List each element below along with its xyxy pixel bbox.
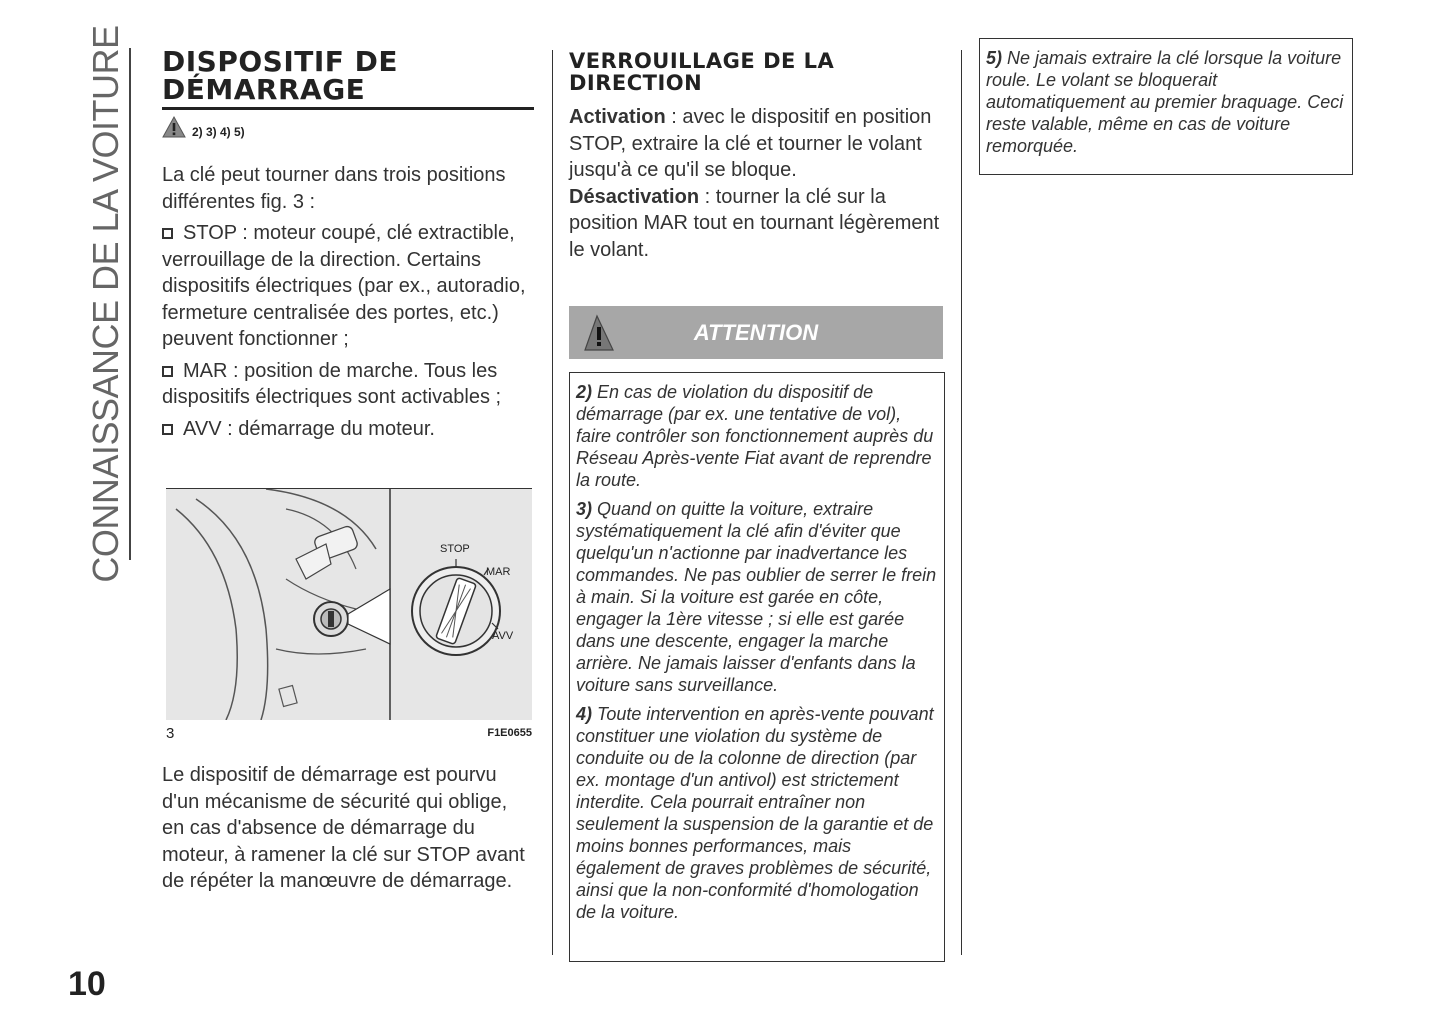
activation-label: Activation [569,106,666,128]
warning-refs-text: 2) 3) 4) 5) [192,125,245,139]
page-number: 10 [68,965,106,1003]
figure-number: 3 [166,725,175,742]
note-3: 3) Quand on quitte la voiture, extraire systématiquement la clé afin d'éviter que quelqu'un n'actionne par inadvertance les commandes. Ne pas oublier de serrer le frein à main. Si la voiture est garée en côte, engager la 1ère vitesse ; si elle est garée dans une descente, engager la marche arrière. Ne jamais laisser d'enfants dans la voiture sans surveillance. [576,499,937,695]
subsection-title [569,50,834,94]
attention-label: ATTENTION [693,320,819,345]
bullet-square-icon [162,228,173,239]
label-avv: AVV [492,630,514,642]
note-4: 4) Toute intervention en après-vente pouvant constituer une violation du système de conduite ou de la colonne de direction (par ex. montage d'un antivol) est strictement interdite. Cela pourrait entraîner non seulement la suspension de la garantie et de moins bonnes performances, mais également de graves problèmes de sécurité, ainsi que la non-conformité d'homologation de la voiture. [576,704,934,922]
label-mar: MAR [486,566,511,578]
attention-notes-box [569,372,945,962]
bullet-stop: STOP : moteur coupé, clé extractible, verrouillage de la direction. Certains dispositifs électriques (par ex., autoradio, fermeture centralisée des portes, etc.) peuvent fonctionner ; [162,222,526,350]
bullet-square-icon [162,424,173,435]
deactivation-label: Désactivation [569,185,700,208]
ignition-positions-text [162,162,534,447]
warning-refs [162,115,245,139]
bullet-square-icon [162,366,173,377]
sidebar-chapter-title [82,25,130,583]
deactivation-paragraph: Désactivation : tourner la clé sur la position MAR tout en tournant légèrement le volant. [569,185,940,261]
section-title-line1: DISPOSITIF DE [162,45,398,78]
figure-caption [166,725,532,742]
warning-triangle-icon [162,115,186,139]
intro-paragraph: La clé peut tourner dans trois positions différentes fig. 3 : [162,164,506,213]
column-divider [961,50,962,955]
note-5: 5) Ne jamais extraire la clé lorsque la voiture roule. Le volant se bloquerait automatiquement au premier braquage. Ceci reste valable, même en cas de voiture remorquée. [986,48,1344,156]
sidebar-chapter-title-text: CONNAISSANCE DE LA VOITURE [85,25,126,583]
subsection-title-line1: VERROUILLAGE DE LA [569,49,835,73]
activation-paragraph: Activation : avec le dispositif en position STOP, extraire la clé et tourner le volant jusqu'à ce qu'il se bloque. [569,106,932,181]
bullet-avv: AVV : démarrage du moteur. [162,416,534,443]
closing-paragraph: Le dispositif de démarrage est pourvu d'un mécanisme de sécurité qui oblige, en cas d'absence de démarrage du moteur, à ramener la clé sur STOP avant de répéter la manœuvre de démarrage. [162,764,525,892]
column-divider [552,50,553,955]
figure-ignition-switch [166,488,532,721]
ignition-illustration [166,489,532,720]
label-stop: STOP [440,543,470,555]
section-title [162,45,534,110]
steering-lock-text [569,104,945,263]
bullet-mar: MAR : position de marche. Tous les dispositifs électriques sont activables ; [162,359,502,408]
note-2: 2) En cas de violation du dispositif de démarrage (par ex. une tentative de vol), faire contrôler son fonctionnement auprès du Réseau Après-vente Fiat avant de reprendre la route. [576,382,934,490]
figure-code: F1E0655 [487,727,532,739]
sidebar-divider [129,48,131,560]
attention-banner [569,306,943,359]
section-title-line2: DÉMARRAGE [162,73,366,106]
note-5-box [979,38,1353,175]
subsection-title-line2: DIRECTION [569,71,703,95]
